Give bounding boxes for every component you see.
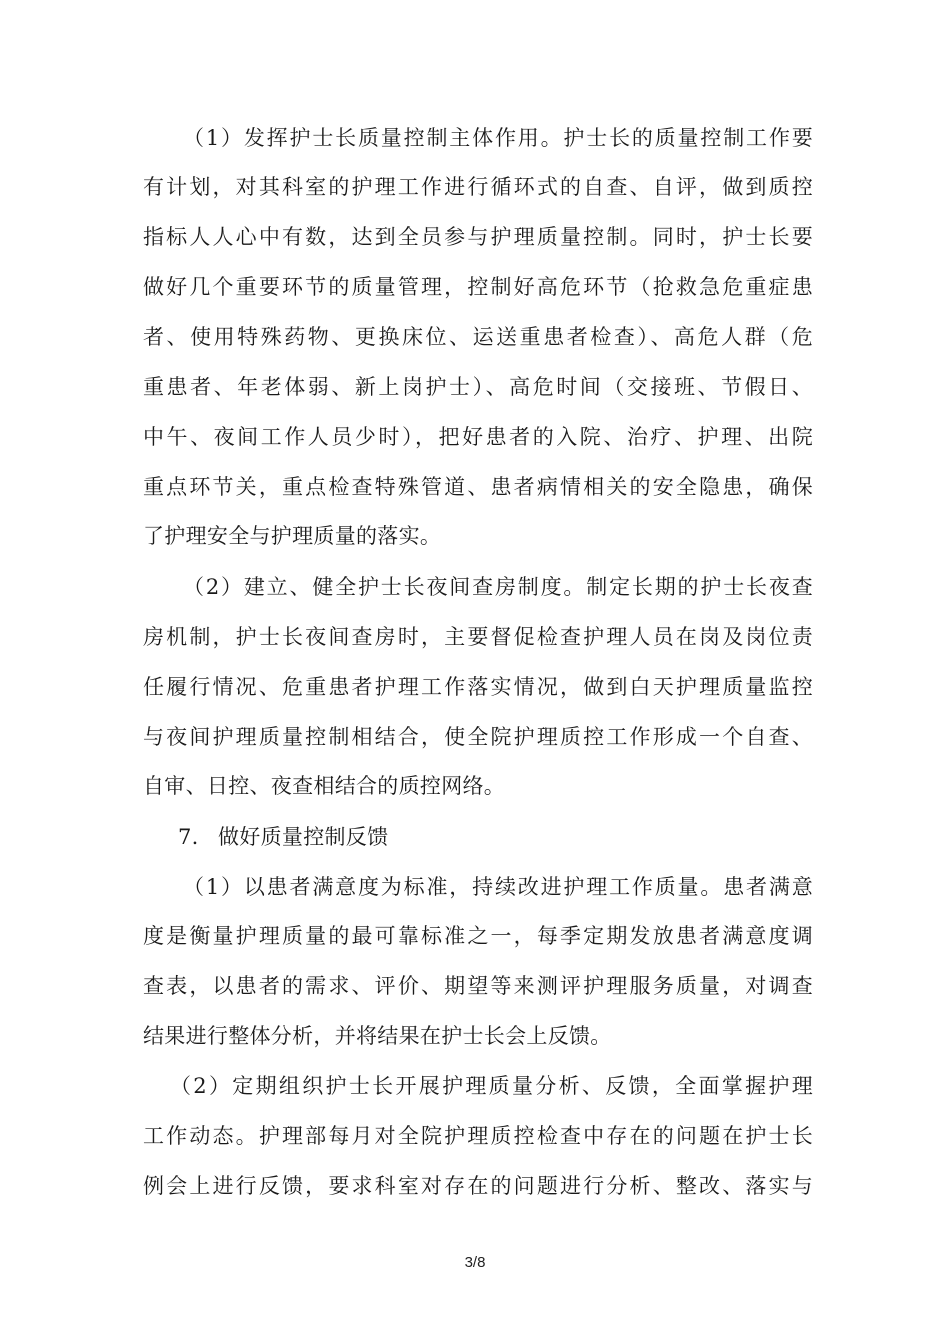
paragraph-line: （1）以患者满意度为标准，持续改进护理工作质量。患者满意 <box>183 875 813 899</box>
paragraph-line: 房机制，护士长夜间查房时，主要督促检查护理人员在岗及岗位责 <box>143 625 813 649</box>
paragraph-line: （1）发挥护士长质量控制主体作用。护士长的质量控制工作要 <box>183 126 813 150</box>
page-number: 3/8 <box>464 1254 486 1271</box>
paragraph-line: 指标人人心中有数，达到全员参与护理质量控制。同时，护士长要 <box>143 225 813 249</box>
paragraph-line: 中午、夜间工作人员少时），把好患者的入院、治疗、护理、出院 <box>143 425 813 449</box>
section-heading <box>178 823 578 851</box>
paragraph-line: 与夜间护理质量控制相结合，使全院护理质控工作形成一个自查、 <box>143 725 813 749</box>
section-title: 做好质量控制反馈 <box>218 825 389 849</box>
paragraph-line: 工作动态。护理部每月对全院护理质控检查中存在的问题在护士长 <box>143 1124 813 1148</box>
section-number: 7. <box>178 825 199 849</box>
paragraph-line: 重点环节关，重点检查特殊管道、患者病情相关的安全隐患，确保 <box>143 475 813 499</box>
paragraph-line: 做好几个重要环节的质量管理，控制好高危环节（抢救急危重症患 <box>143 275 813 299</box>
paragraph-line: 自审、日控、夜查相结合的质控网络。 <box>143 774 506 798</box>
paragraph-line: 查表，以患者的需求、评价、期望等来测评护理服务质量，对调查 <box>143 974 813 998</box>
paragraph-line: 了护理安全与护理质量的落实。 <box>143 524 442 548</box>
paragraph-line: 有计划，对其科室的护理工作进行循环式的自查、自评，做到质控 <box>143 175 813 199</box>
paragraph-line: （2）定期组织护士长开展护理质量分析、反馈，全面掌握护理 <box>170 1074 813 1098</box>
paragraph-line: （2）建立、健全护士长夜间查房制度。制定长期的护士长夜查 <box>183 575 813 599</box>
paragraph-line: 重患者、年老体弱、新上岗护士）、高危时间（交接班、节假日、 <box>143 375 813 399</box>
paragraph-line: 结果进行整体分析，并将结果在护士长会上反馈。 <box>143 1024 612 1048</box>
paragraph-line: 度是衡量护理质量的最可靠标准之一，每季定期发放患者满意度调 <box>143 924 813 948</box>
paragraph-line: 任履行情况、危重患者护理工作落实情况，做到白天护理质量监控 <box>143 675 813 699</box>
paragraph-line: 者、使用特殊药物、更换床位、运送重患者检查）、高危人群（危 <box>143 325 813 349</box>
paragraph-line: 例会上进行反馈，要求科室对存在的问题进行分析、整改、落实与 <box>143 1174 813 1198</box>
